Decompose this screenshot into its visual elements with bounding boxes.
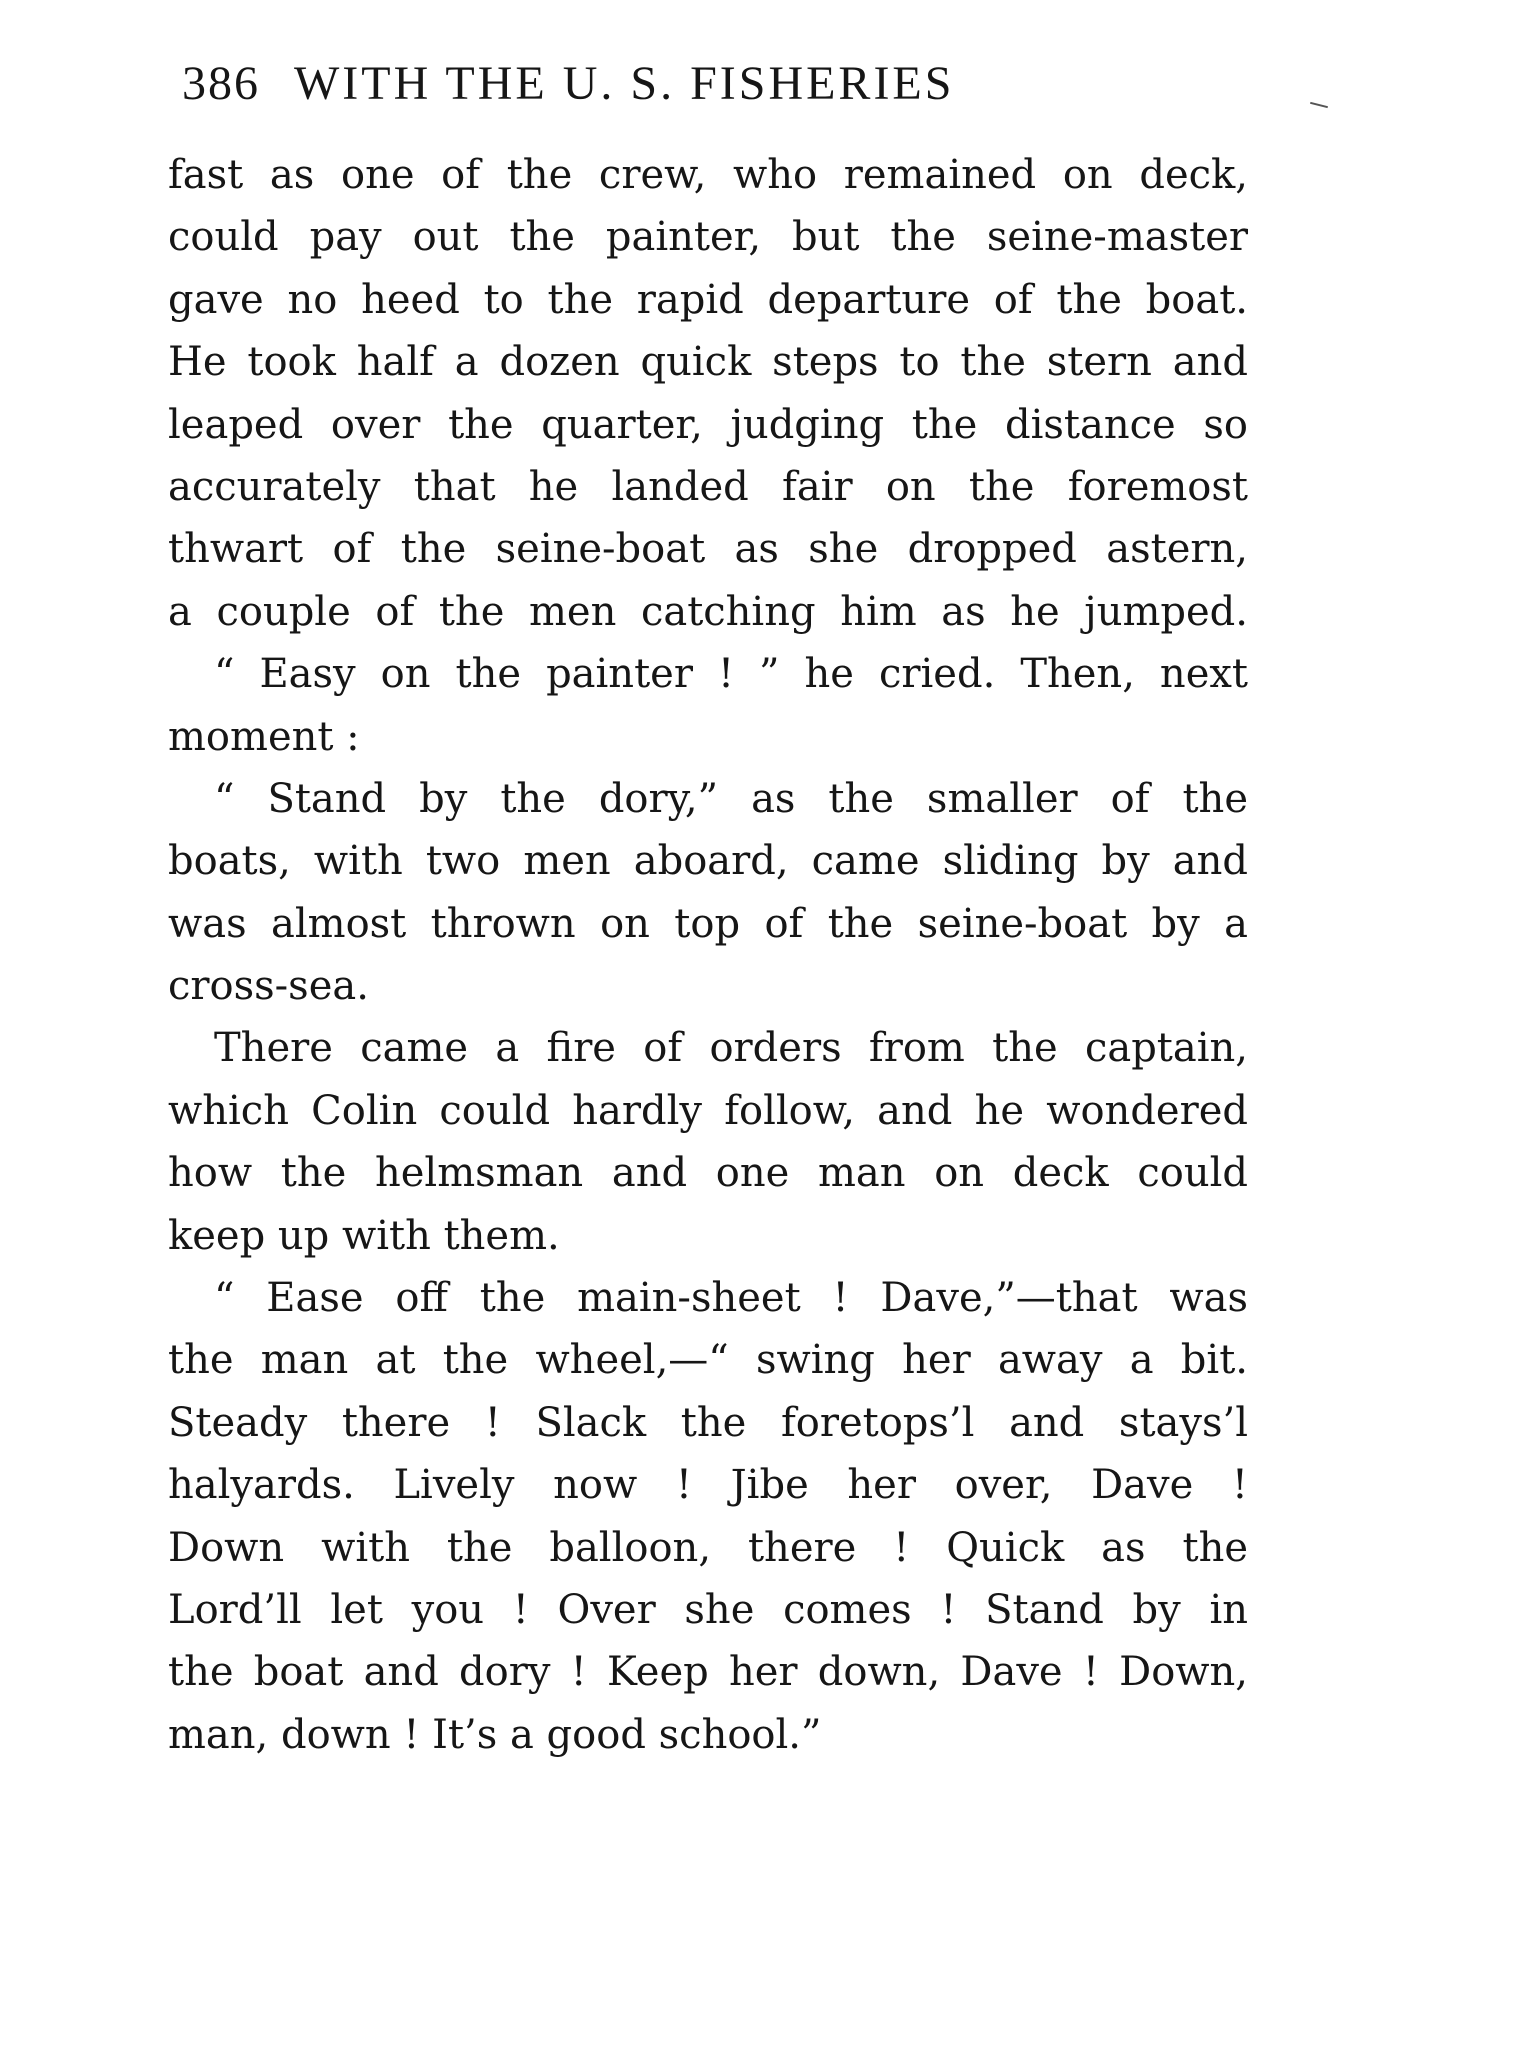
text-line: thwart of the seine-boat as she dropped astern, [168,526,1248,573]
paragraph-3 [168,768,1248,1018]
text-line: could pay out the painter, but the seine-master [168,214,1248,261]
text-line: Lord’ll let you ! Over she comes ! Stand by in [168,1586,1248,1633]
text-line: There came a fire of orders from the captain, [214,1025,1248,1072]
text-line: was almost thrown on top of the seine-boat by a [168,900,1248,947]
text-line: cross-sea. [168,963,369,1010]
text-line: man, down ! It’s a good school.” [168,1711,822,1758]
paragraph-4 [168,1017,1248,1267]
text-line: “ Ease off the main-sheet ! Dave,”—that was [214,1275,1248,1322]
text-line: fast as one of the crew, who remained on deck, [168,152,1248,198]
text-line: keep up with them. [168,1212,560,1259]
scan-speck [1310,102,1328,108]
text-line: leaped over the quarter, judging the distance so [168,401,1248,448]
text-line: how the helmsman and one man on deck could [168,1150,1248,1197]
text-line: halyards. Lively now ! Jibe her over, Dave ! [168,1462,1248,1509]
text-line: He took half a dozen quick steps to the stern and [168,339,1248,386]
text-line: gave no heed to the rapid departure of the boat. [168,276,1248,323]
text-line: the man at the wheel,—“ swing her away a bit. [168,1337,1248,1384]
text-line: Down with the balloon, there ! Quick as the [168,1524,1248,1571]
text-line: “ Stand by the dory,” as the smaller of the [214,775,1248,822]
text-line: “ Easy on the painter ! ” he cried. Then, next [214,651,1248,698]
paragraph-1 [168,144,1248,643]
text-line: a couple of the men catching him as he jumped. [168,588,1248,635]
text-line: which Colin could hardly follow, and he wondered [168,1087,1248,1134]
page-header [182,56,1242,136]
text-line: moment : [168,713,360,760]
text-line: Steady there ! Slack the foretops’l and stays’l [168,1399,1248,1446]
page-number: 386 [182,57,260,110]
running-head: WITH THE U. S. FISHERIES [294,57,955,110]
text-line: boats, with two men aboard, came sliding by and [168,838,1248,885]
body-text [168,144,1248,1766]
text-line: the boat and dory ! Keep her down, Dave ! Down, [168,1649,1248,1696]
text-line: accurately that he landed fair on the foremost [168,463,1248,510]
paragraph-2 [168,643,1248,768]
paragraph-5 [168,1267,1248,1766]
